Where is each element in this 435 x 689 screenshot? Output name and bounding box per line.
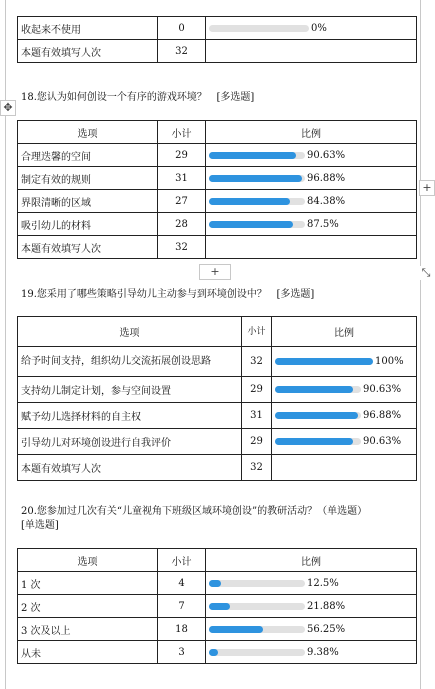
ratio-bar (275, 386, 361, 393)
ratio-percent: 87.5% (307, 218, 339, 230)
table-row (18, 455, 417, 481)
table-row (18, 572, 417, 595)
option-count: 29 (242, 377, 272, 403)
ratio-bar (275, 358, 373, 365)
table-row (18, 40, 417, 63)
ratio-bar (209, 626, 305, 633)
header-count: 小计 (158, 121, 206, 144)
table-row (18, 17, 417, 40)
option-ratio (272, 403, 417, 429)
option-count: 4 (158, 572, 206, 595)
option-count: 18 (158, 618, 206, 641)
option-label: 给予时间支持，组织幼儿交流拓展创设思路 (18, 347, 242, 377)
option-label: 合理迭馨的空间 (18, 144, 158, 167)
ratio-bar (209, 603, 305, 610)
option-count: 3 (158, 641, 206, 664)
ratio-bar-fill (209, 649, 218, 656)
option-label: 1 次 (18, 572, 158, 595)
table-header-row (18, 317, 417, 347)
total-count: 32 (158, 40, 206, 63)
question-type: [单选题] (21, 520, 59, 531)
option-count: 31 (242, 403, 272, 429)
ratio-percent: 100% (375, 356, 404, 367)
ratio-bar-fill (275, 412, 358, 419)
table-row (18, 429, 417, 455)
header-count: 小计 (242, 317, 272, 347)
ratio-bar (209, 175, 305, 182)
ratio-bar (275, 438, 361, 445)
option-ratio (206, 572, 417, 595)
add-column-icon[interactable]: + (419, 180, 435, 196)
table-row (18, 167, 417, 190)
option-label: 收起来不使用 (18, 17, 158, 40)
table-row (18, 377, 417, 403)
ratio-bar-fill (209, 152, 296, 159)
table-row (18, 213, 417, 236)
ratio-percent: 96.88% (307, 172, 346, 184)
ratio-bar (209, 25, 309, 32)
add-row-icon[interactable]: + (199, 264, 231, 280)
option-label: 3 次及以上 (18, 618, 158, 641)
question-title (21, 91, 254, 105)
ratio-bar (209, 580, 305, 587)
option-ratio (272, 377, 417, 403)
ratio-bar-fill (209, 175, 302, 182)
option-ratio (206, 618, 417, 641)
ratio-bar-fill (209, 626, 263, 633)
option-ratio (272, 429, 417, 455)
ratio-percent: 0% (311, 22, 327, 34)
option-ratio (206, 190, 417, 213)
option-count: 31 (158, 167, 206, 190)
ratio-bar-fill (275, 386, 353, 393)
option-ratio (206, 595, 417, 618)
total-label: 本题有效填写人次 (18, 236, 158, 259)
option-count: 32 (242, 347, 272, 377)
page-edge-right (420, 0, 421, 689)
table-row (18, 236, 417, 259)
ratio-bar-fill (209, 198, 290, 205)
total-label: 本题有效填写人次 (18, 40, 158, 63)
option-ratio (206, 17, 417, 40)
table-row (18, 618, 417, 641)
table-row (18, 403, 417, 429)
ratio-percent: 56.25% (307, 623, 346, 635)
ratio-percent: 96.88% (363, 410, 402, 421)
question-text: 19.您采用了哪些策略引导幼儿主动参与到环境创设中？ (21, 289, 267, 300)
option-label: 制定有效的规则 (18, 167, 158, 190)
ratio-percent: 90.63% (363, 384, 402, 395)
resize-icon[interactable]: ⤡ (419, 266, 433, 280)
option-ratio (206, 213, 417, 236)
option-count: 28 (158, 213, 206, 236)
option-count: 7 (158, 595, 206, 618)
total-label: 本题有效填写人次 (18, 455, 242, 481)
ratio-percent: 84.38% (307, 195, 346, 207)
question-title (21, 505, 413, 533)
q17-table-tail (17, 16, 417, 63)
ratio-bar (209, 221, 305, 228)
ratio-bar-fill (275, 358, 373, 365)
ratio-percent: 90.63% (363, 436, 402, 447)
option-ratio (206, 144, 417, 167)
option-label: 赋予幼儿选择材料的自主权 (18, 403, 242, 429)
header-ratio: 比例 (272, 317, 417, 347)
ratio-percent: 90.63% (307, 149, 346, 161)
ratio-bar (209, 198, 305, 205)
header-option: 选项 (18, 317, 242, 347)
option-count: 0 (158, 17, 206, 40)
ratio-percent: 21.88% (307, 600, 346, 612)
ratio-percent: 9.38% (307, 646, 339, 658)
option-ratio (206, 167, 417, 190)
question-text: 20.您参加过几次有关“儿童视角下班级区域环境创设”的教研活动？（单选题） (21, 506, 368, 517)
header-count: 小计 (158, 549, 206, 572)
option-ratio (272, 347, 417, 377)
header-option: 选项 (18, 121, 158, 144)
table-row (18, 347, 417, 377)
total-count: 32 (158, 236, 206, 259)
table-header-row (18, 549, 417, 572)
option-label: 界限清晰的区域 (18, 190, 158, 213)
q19-table (17, 316, 417, 481)
question-title (21, 288, 314, 302)
ratio-bar-fill (275, 438, 353, 445)
ratio-bar-fill (209, 580, 221, 587)
move-handle-icon[interactable]: ✥ (0, 100, 16, 116)
table-row (18, 144, 417, 167)
table-row (18, 595, 417, 618)
question-type: [多选题] (276, 289, 315, 300)
option-ratio (206, 641, 417, 664)
header-option: 选项 (18, 549, 158, 572)
header-ratio: 比例 (206, 121, 417, 144)
option-count: 29 (242, 429, 272, 455)
ratio-bar (209, 152, 305, 159)
header-ratio: 比例 (206, 549, 417, 572)
option-count: 27 (158, 190, 206, 213)
ratio-bar (275, 412, 361, 419)
q18-table (17, 120, 417, 259)
total-count: 32 (242, 455, 272, 481)
ratio-bar-fill (209, 603, 230, 610)
table-header-row (18, 121, 417, 144)
question-type: [多选题] (216, 92, 255, 103)
ratio-percent: 12.5% (307, 577, 339, 589)
question-text: 18.您认为如何创设一个有序的游戏环境？ (21, 92, 207, 103)
option-label: 引导幼儿对环境创设进行自我评价 (18, 429, 242, 455)
ratio-bar-fill (209, 221, 293, 228)
table-row (18, 190, 417, 213)
option-count: 29 (158, 144, 206, 167)
ratio-bar (209, 649, 305, 656)
q20-table (17, 548, 417, 664)
option-label: 2 次 (18, 595, 158, 618)
option-label: 支持幼儿制定计划，参与空间设置 (18, 377, 242, 403)
option-label: 从未 (18, 641, 158, 664)
option-label: 吸引幼儿的材料 (18, 213, 158, 236)
table-row (18, 641, 417, 664)
